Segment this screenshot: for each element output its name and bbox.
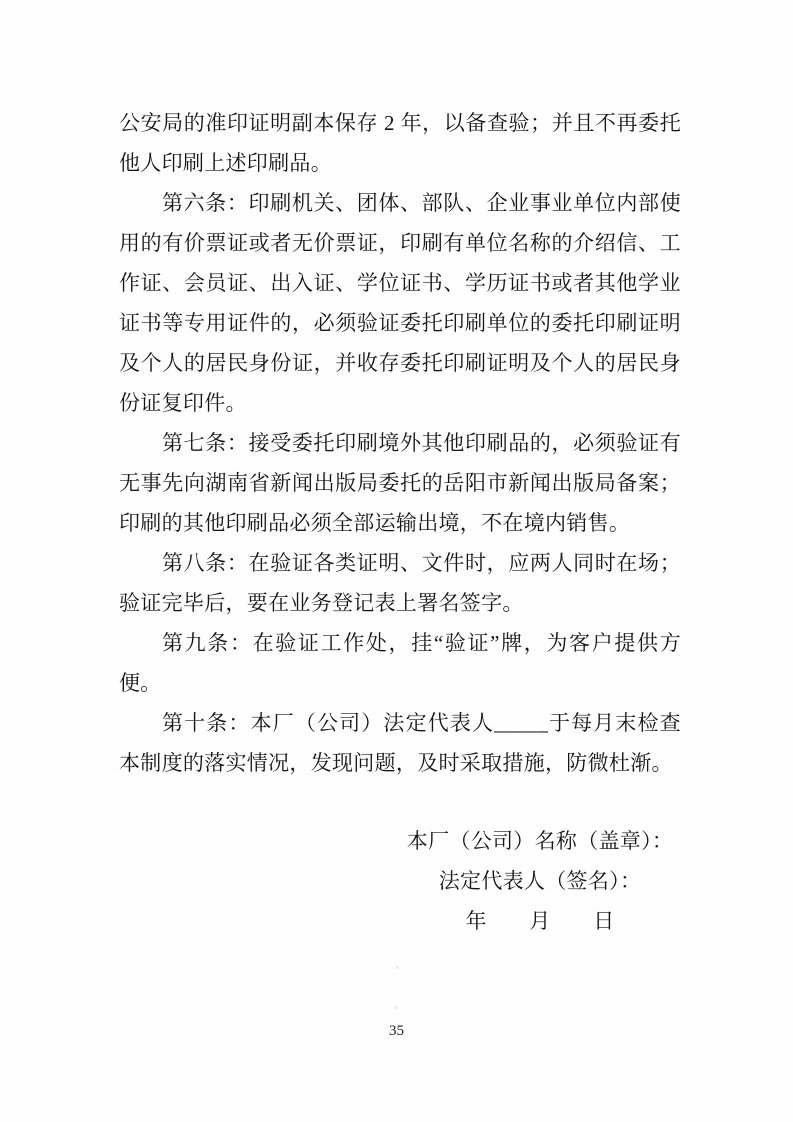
signature-block [385, 821, 695, 941]
page-number: 35 [389, 1023, 404, 1039]
article-10-paragraph: 第十条：本厂（公司）法定代表人_____于每月末检查本制度的落实情况，发现问题，及时采取措施，防微杜渐。 [119, 711, 681, 775]
document-body [119, 103, 681, 783]
paragraph-continuation: 公安局的准印证明副本保存 2 年，以备查验；并且不再委托他人印刷上述印刷品。 [119, 111, 681, 175]
article-7-paragraph: 第七条：接受委托印刷境外其他印刷品的，必须验证有无事先向湖南省新闻出版局委托的岳阳市新闻出版局备案；印刷的其他印刷品必须全部运输出境，不在境内销售。 [119, 431, 681, 535]
signature-company-line: 本厂（公司）名称（盖章）： [406, 829, 674, 853]
signature-date-line: 年 月 日 [465, 909, 615, 933]
article-9-paragraph: 第九条：在验证工作处，挂“验证”牌，为客户提供方便。 [119, 631, 681, 695]
scan-artifact-dot [396, 966, 399, 969]
signature-representative-line: 法定代表人（签名）： [438, 869, 642, 893]
article-8-paragraph: 第八条：在验证各类证明、文件时，应两人同时在场；验证完毕后，要在业务登记表上署名签字。 [119, 551, 681, 615]
article-6-paragraph: 第六条：印刷机关、团体、部队、企业事业单位内部使用的有价票证或者无价票证，印刷有单位名称的介绍信、工作证、会员证、出入证、学位证书、学历证书或者其他学业证书等专用证件的，必须验证委托印刷单位的委托印刷证明及个人的居民身份证，并收存委托印刷证明及个人的居民身份证复印件。 [119, 191, 681, 415]
scan-artifact-dot [395, 1006, 398, 1009]
